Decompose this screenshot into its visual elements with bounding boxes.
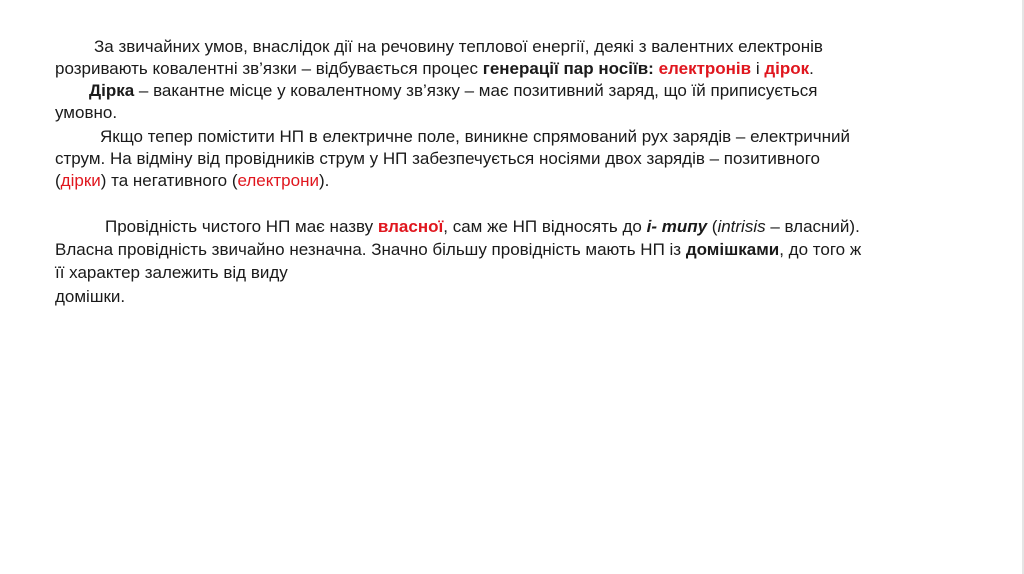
term-electrons-red: електрони bbox=[237, 171, 319, 190]
p4-text-2a: Власна провідність звичайно незначна. Значно більшу провідність мають НП із bbox=[55, 240, 686, 259]
term-impurities: домішками bbox=[685, 240, 780, 259]
p2-text-1: – вакантне місце у ковалентному зв’язку – має позитивний заряд, що їй приписується bbox=[134, 81, 818, 100]
p4-text-1e: ( bbox=[707, 217, 718, 236]
p1-text-1: За звичайних умов, внаслідок дії на речовину теплової енергії, деякі з валентних електронів bbox=[94, 37, 823, 56]
p2-line-1 bbox=[89, 80, 817, 102]
p2-line-2 bbox=[55, 102, 117, 124]
term-carrier-generation: генерації пар носіїв: bbox=[482, 59, 654, 78]
p4-line-2 bbox=[55, 239, 861, 261]
p4-line-3 bbox=[55, 262, 288, 284]
p1-line-1 bbox=[94, 36, 823, 58]
p4-text-4: домішки. bbox=[55, 287, 126, 306]
p3-text-3a: ( bbox=[55, 171, 61, 190]
p4-text-2c: , до того ж bbox=[779, 240, 862, 259]
p4-text-1g: – власний). bbox=[765, 217, 860, 236]
p3-text-3c: ) та негативного ( bbox=[100, 171, 238, 190]
term-holes-red: дірки bbox=[60, 171, 101, 190]
p2-text-2: умовно. bbox=[55, 103, 118, 122]
p3-line-2 bbox=[55, 148, 820, 170]
term-intrisis: intrisis bbox=[717, 217, 766, 236]
term-holes: дірок bbox=[764, 59, 810, 78]
p1-line-2 bbox=[55, 58, 814, 80]
p4-text-1a: Провідність чистого НП має назву bbox=[105, 217, 378, 236]
term-intrinsic: власної bbox=[377, 217, 444, 236]
p4-line-1 bbox=[105, 216, 860, 238]
p1-text-2f: . bbox=[809, 59, 814, 78]
p1-text-2a: розривають ковалентні зв’язки – відбувається процес bbox=[55, 59, 483, 78]
p1-text-2d: і bbox=[751, 59, 765, 78]
p4-text-1c: , сам же НП відносять до bbox=[443, 217, 647, 236]
p3-text-2: струм. На відміну від провідників струм у НП забезпечується носіями двох зарядів – позитивного bbox=[55, 149, 820, 168]
p3-text-1: Якщо тепер помістити НП в електричне поле, виникне спрямований рух зарядів – електричний bbox=[100, 127, 850, 146]
p4-line-4 bbox=[55, 286, 125, 308]
p3-text-3e: ). bbox=[318, 171, 330, 190]
term-hole-definition: Дірка bbox=[89, 81, 135, 100]
p4-text-3: її характер залежить від виду bbox=[55, 263, 288, 282]
term-electrons: електронів bbox=[658, 59, 752, 78]
p3-line-3 bbox=[55, 170, 329, 192]
term-i-type: і- типу bbox=[646, 217, 708, 236]
p3-line-1 bbox=[100, 126, 850, 148]
